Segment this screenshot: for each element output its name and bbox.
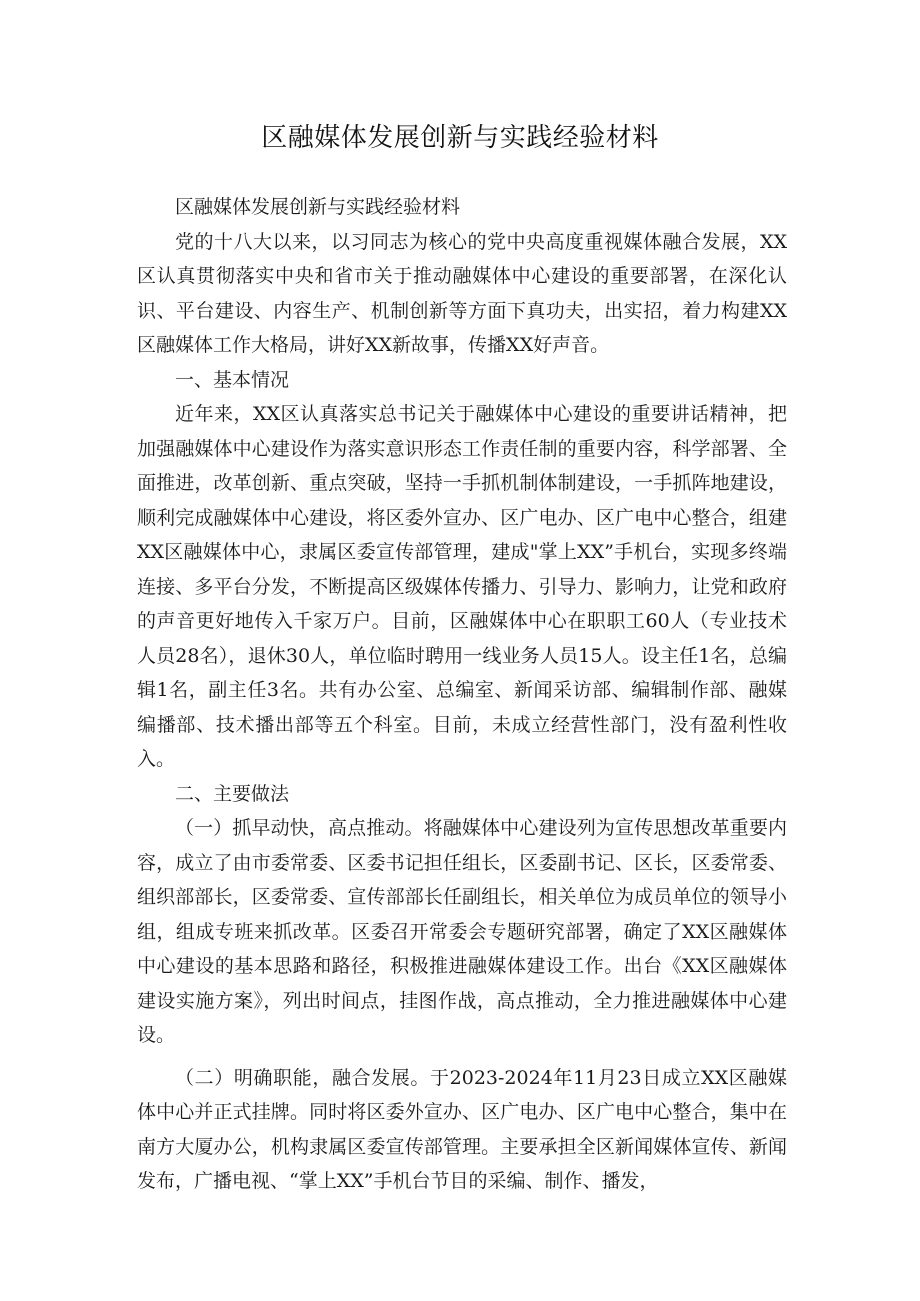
section-heading-methods: 二、主要做法 bbox=[175, 782, 290, 805]
document-body bbox=[137, 190, 787, 1199]
document-title: 区融媒体发展创新与实践经验材料 bbox=[261, 123, 659, 153]
paragraph-subtitle: 区融媒体发展创新与实践经验材料 bbox=[175, 196, 461, 218]
paragraph-method-2: （二）明确职能，融合发展。于2023-2024年11月23日成立XX区融媒体中心并正式挂牌。同时将区委外宣办、区广电办、区广电中心整合，集中在南方大厦办公，机构隶属区委宣传部管理。主要承担全区新闻媒体宣传、新闻发布，广播电视、“掌上XX”手机台节目的采编、制作、播发， bbox=[137, 1066, 787, 1192]
section-heading-basic: 一、基本情况 bbox=[175, 368, 290, 391]
paragraph-method-1: （一）抓早动快，高点推动。将融媒体中心建设列为宣传思想改革重要内容，成立了由市委常委、区委书记担任组长，区委副书记、区长，区委常委、组织部部长，区委常委、宣传部部长任副组长，相关单位为成员单位的领导小组，组成专班来抓改革。区委召开常委会专题研究部署，确定了XX区融媒体中心建设的基本思路和路径，积极推进融媒体建设工作。出台《XX区融媒体建设实施方案》，列出时间点，挂图作战，高点推动，全力推进融媒体中心建设。 bbox=[137, 817, 787, 1046]
paragraph-intro: 党的十八大以来，以习同志为核心的党中央高度重视媒体融合发展，XX区认真贯彻落实中央和省市关于推动融媒体中心建设的重要部署，在深化认识、平台建设、内容生产、机制创新等方面下真功夫，出实招，着力构建XX区融媒体工作大格局，讲好XX新故事，传播XX好声音。 bbox=[137, 230, 787, 356]
paragraph-basic-situation: 近年来，XX区认真落实总书记关于融媒体中心建设的重要讲话精神，把加强融媒体中心建设作为落实意识形态工作责任制的重要内容，科学部署、全面推进，改革创新、重点突破，坚持一手抓机制体制建设，一手抓阵地建设，顺利完成融媒体中心建设，将区委外宣办、区广电办、区广电中心整合，组建XX区融媒体中心，隶属区委宣传部管理，建成"掌上XX”手机台，实现多终端连接、多平台分发，不断提高区级媒体传播力、引导力、影响力，让党和政府的声音更好地传入千家万户。目前，区融媒体中心在职职工60人（专业技术人员28名），退休30人，单位临时聘用一线业务人员15人。设主任1名，总编辑1名，副主任3名。共有办公室、总编室、新闻采访部、编辑制作部、融媒编播部、技术播出部等五个科室。目前，未成立经营性部门，没有盈利性收入。 bbox=[137, 403, 787, 770]
